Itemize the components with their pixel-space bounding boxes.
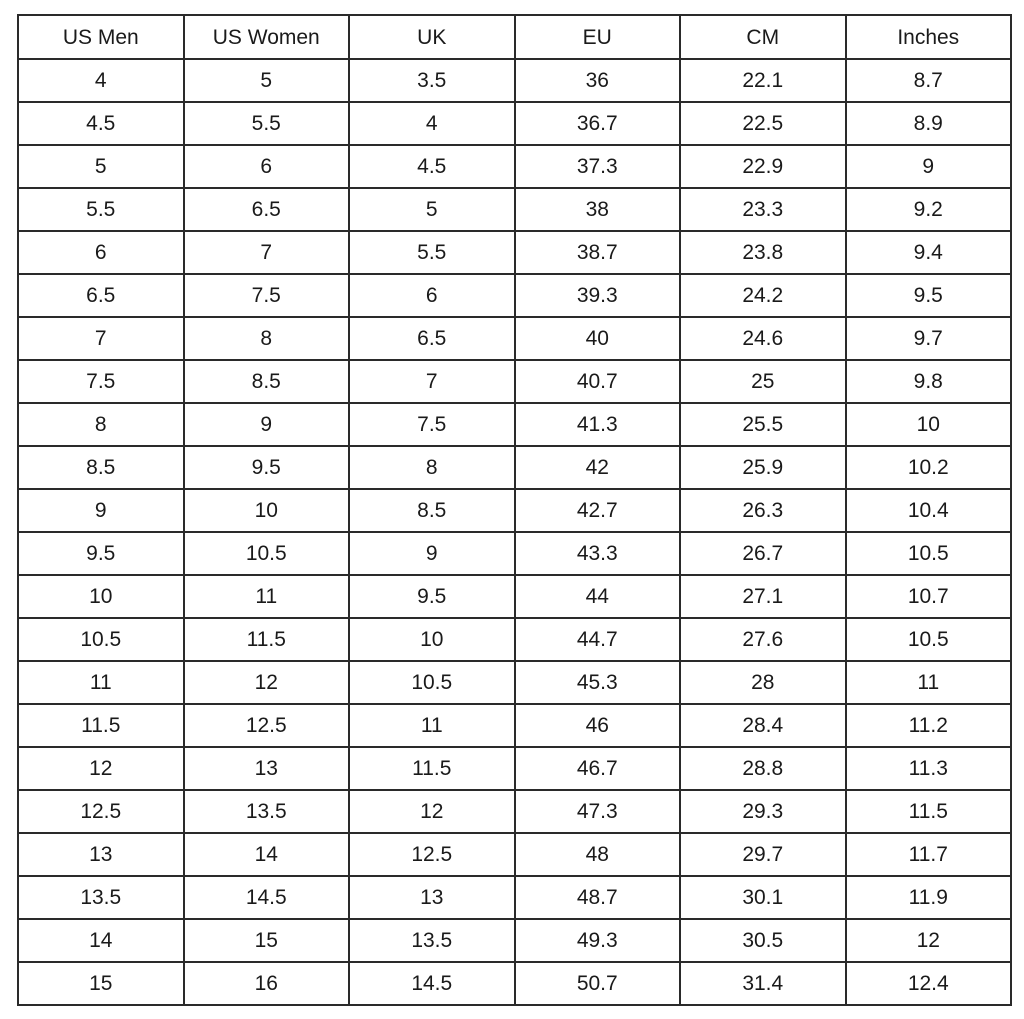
cell-uk: 10.5 bbox=[349, 661, 515, 704]
cell-inches: 10.4 bbox=[846, 489, 1012, 532]
cell-cm: 29.7 bbox=[680, 833, 846, 876]
cell-us-men: 7 bbox=[18, 317, 184, 360]
table-row bbox=[18, 833, 1011, 876]
cell-us-men: 12 bbox=[18, 747, 184, 790]
cell-inches: 11.3 bbox=[846, 747, 1012, 790]
header-cm: CM bbox=[680, 15, 846, 59]
cell-eu: 44 bbox=[515, 575, 681, 618]
cell-eu: 38.7 bbox=[515, 231, 681, 274]
cell-uk: 6.5 bbox=[349, 317, 515, 360]
cell-us-men: 14 bbox=[18, 919, 184, 962]
cell-cm: 28.8 bbox=[680, 747, 846, 790]
cell-cm: 23.3 bbox=[680, 188, 846, 231]
cell-uk: 7.5 bbox=[349, 403, 515, 446]
header-eu: EU bbox=[515, 15, 681, 59]
table-row bbox=[18, 59, 1011, 102]
cell-us-women: 14.5 bbox=[184, 876, 350, 919]
cell-uk: 12.5 bbox=[349, 833, 515, 876]
cell-eu: 45.3 bbox=[515, 661, 681, 704]
cell-uk: 5 bbox=[349, 188, 515, 231]
cell-us-women: 13.5 bbox=[184, 790, 350, 833]
cell-eu: 49.3 bbox=[515, 919, 681, 962]
cell-eu: 47.3 bbox=[515, 790, 681, 833]
cell-us-women: 10.5 bbox=[184, 532, 350, 575]
cell-cm: 27.6 bbox=[680, 618, 846, 661]
table-row bbox=[18, 231, 1011, 274]
cell-us-women: 5 bbox=[184, 59, 350, 102]
table-row bbox=[18, 962, 1011, 1005]
cell-us-women: 8 bbox=[184, 317, 350, 360]
cell-us-men: 8 bbox=[18, 403, 184, 446]
cell-us-women: 5.5 bbox=[184, 102, 350, 145]
cell-eu: 46 bbox=[515, 704, 681, 747]
header-row bbox=[18, 15, 1011, 59]
cell-inches: 11 bbox=[846, 661, 1012, 704]
cell-cm: 28 bbox=[680, 661, 846, 704]
cell-cm: 26.3 bbox=[680, 489, 846, 532]
table-body bbox=[18, 59, 1011, 1005]
cell-us-women: 8.5 bbox=[184, 360, 350, 403]
table-row bbox=[18, 102, 1011, 145]
cell-inches: 11.7 bbox=[846, 833, 1012, 876]
cell-us-men: 5.5 bbox=[18, 188, 184, 231]
cell-eu: 36 bbox=[515, 59, 681, 102]
cell-cm: 22.5 bbox=[680, 102, 846, 145]
size-chart bbox=[17, 14, 1010, 1005]
cell-us-men: 13.5 bbox=[18, 876, 184, 919]
cell-uk: 10 bbox=[349, 618, 515, 661]
cell-us-women: 9.5 bbox=[184, 446, 350, 489]
cell-eu: 43.3 bbox=[515, 532, 681, 575]
header-us-men: US Men bbox=[18, 15, 184, 59]
cell-us-women: 15 bbox=[184, 919, 350, 962]
cell-us-men: 12.5 bbox=[18, 790, 184, 833]
size-conversion-table bbox=[17, 14, 1012, 1006]
cell-uk: 9 bbox=[349, 532, 515, 575]
cell-cm: 31.4 bbox=[680, 962, 846, 1005]
cell-us-men: 11.5 bbox=[18, 704, 184, 747]
cell-cm: 22.1 bbox=[680, 59, 846, 102]
cell-eu: 38 bbox=[515, 188, 681, 231]
table-row bbox=[18, 360, 1011, 403]
cell-inches: 11.9 bbox=[846, 876, 1012, 919]
cell-cm: 22.9 bbox=[680, 145, 846, 188]
header-uk: UK bbox=[349, 15, 515, 59]
cell-uk: 12 bbox=[349, 790, 515, 833]
cell-us-women: 7.5 bbox=[184, 274, 350, 317]
table-row bbox=[18, 876, 1011, 919]
cell-us-women: 7 bbox=[184, 231, 350, 274]
cell-inches: 11.2 bbox=[846, 704, 1012, 747]
cell-inches: 8.9 bbox=[846, 102, 1012, 145]
cell-inches: 9 bbox=[846, 145, 1012, 188]
cell-eu: 48 bbox=[515, 833, 681, 876]
cell-us-women: 12 bbox=[184, 661, 350, 704]
cell-us-men: 6.5 bbox=[18, 274, 184, 317]
cell-inches: 9.2 bbox=[846, 188, 1012, 231]
table-row bbox=[18, 661, 1011, 704]
cell-eu: 40.7 bbox=[515, 360, 681, 403]
table-row bbox=[18, 747, 1011, 790]
cell-uk: 7 bbox=[349, 360, 515, 403]
cell-inches: 10.2 bbox=[846, 446, 1012, 489]
cell-eu: 40 bbox=[515, 317, 681, 360]
cell-cm: 25.5 bbox=[680, 403, 846, 446]
cell-uk: 4.5 bbox=[349, 145, 515, 188]
cell-inches: 10.5 bbox=[846, 532, 1012, 575]
cell-us-men: 8.5 bbox=[18, 446, 184, 489]
cell-uk: 8.5 bbox=[349, 489, 515, 532]
header-us-women: US Women bbox=[184, 15, 350, 59]
cell-inches: 10 bbox=[846, 403, 1012, 446]
cell-us-men: 4 bbox=[18, 59, 184, 102]
cell-inches: 9.4 bbox=[846, 231, 1012, 274]
cell-us-men: 4.5 bbox=[18, 102, 184, 145]
cell-cm: 30.5 bbox=[680, 919, 846, 962]
cell-us-women: 11.5 bbox=[184, 618, 350, 661]
table-row bbox=[18, 790, 1011, 833]
cell-inches: 9.8 bbox=[846, 360, 1012, 403]
cell-us-women: 10 bbox=[184, 489, 350, 532]
table-row bbox=[18, 274, 1011, 317]
cell-inches: 9.5 bbox=[846, 274, 1012, 317]
cell-eu: 44.7 bbox=[515, 618, 681, 661]
table-row bbox=[18, 489, 1011, 532]
cell-uk: 6 bbox=[349, 274, 515, 317]
table-row bbox=[18, 618, 1011, 661]
table-row bbox=[18, 704, 1011, 747]
cell-inches: 12 bbox=[846, 919, 1012, 962]
cell-uk: 5.5 bbox=[349, 231, 515, 274]
cell-us-women: 14 bbox=[184, 833, 350, 876]
cell-cm: 24.6 bbox=[680, 317, 846, 360]
cell-cm: 28.4 bbox=[680, 704, 846, 747]
cell-eu: 37.3 bbox=[515, 145, 681, 188]
cell-uk: 11 bbox=[349, 704, 515, 747]
cell-us-men: 10 bbox=[18, 575, 184, 618]
cell-cm: 30.1 bbox=[680, 876, 846, 919]
cell-uk: 3.5 bbox=[349, 59, 515, 102]
table-row bbox=[18, 532, 1011, 575]
cell-eu: 42.7 bbox=[515, 489, 681, 532]
cell-cm: 24.2 bbox=[680, 274, 846, 317]
cell-us-women: 6.5 bbox=[184, 188, 350, 231]
cell-us-men: 13 bbox=[18, 833, 184, 876]
header-inches: Inches bbox=[846, 15, 1012, 59]
cell-inches: 8.7 bbox=[846, 59, 1012, 102]
cell-eu: 48.7 bbox=[515, 876, 681, 919]
cell-uk: 4 bbox=[349, 102, 515, 145]
table-row bbox=[18, 317, 1011, 360]
cell-cm: 29.3 bbox=[680, 790, 846, 833]
cell-uk: 11.5 bbox=[349, 747, 515, 790]
table-row bbox=[18, 919, 1011, 962]
cell-us-men: 6 bbox=[18, 231, 184, 274]
table-row bbox=[18, 188, 1011, 231]
cell-eu: 41.3 bbox=[515, 403, 681, 446]
cell-us-men: 10.5 bbox=[18, 618, 184, 661]
cell-uk: 13 bbox=[349, 876, 515, 919]
cell-uk: 13.5 bbox=[349, 919, 515, 962]
cell-cm: 27.1 bbox=[680, 575, 846, 618]
cell-inches: 11.5 bbox=[846, 790, 1012, 833]
table-row bbox=[18, 575, 1011, 618]
cell-us-women: 9 bbox=[184, 403, 350, 446]
cell-inches: 9.7 bbox=[846, 317, 1012, 360]
cell-us-men: 9 bbox=[18, 489, 184, 532]
cell-uk: 8 bbox=[349, 446, 515, 489]
cell-eu: 46.7 bbox=[515, 747, 681, 790]
cell-uk: 9.5 bbox=[349, 575, 515, 618]
cell-us-women: 16 bbox=[184, 962, 350, 1005]
cell-us-women: 6 bbox=[184, 145, 350, 188]
cell-us-men: 11 bbox=[18, 661, 184, 704]
cell-us-women: 11 bbox=[184, 575, 350, 618]
cell-us-men: 5 bbox=[18, 145, 184, 188]
cell-us-men: 7.5 bbox=[18, 360, 184, 403]
cell-us-men: 9.5 bbox=[18, 532, 184, 575]
table-row bbox=[18, 145, 1011, 188]
table-row bbox=[18, 446, 1011, 489]
cell-cm: 25 bbox=[680, 360, 846, 403]
cell-cm: 25.9 bbox=[680, 446, 846, 489]
cell-inches: 10.7 bbox=[846, 575, 1012, 618]
cell-inches: 12.4 bbox=[846, 962, 1012, 1005]
cell-eu: 39.3 bbox=[515, 274, 681, 317]
cell-inches: 10.5 bbox=[846, 618, 1012, 661]
cell-cm: 23.8 bbox=[680, 231, 846, 274]
cell-eu: 50.7 bbox=[515, 962, 681, 1005]
cell-us-women: 12.5 bbox=[184, 704, 350, 747]
cell-us-men: 15 bbox=[18, 962, 184, 1005]
cell-eu: 36.7 bbox=[515, 102, 681, 145]
cell-cm: 26.7 bbox=[680, 532, 846, 575]
cell-eu: 42 bbox=[515, 446, 681, 489]
table-row bbox=[18, 403, 1011, 446]
cell-uk: 14.5 bbox=[349, 962, 515, 1005]
cell-us-women: 13 bbox=[184, 747, 350, 790]
